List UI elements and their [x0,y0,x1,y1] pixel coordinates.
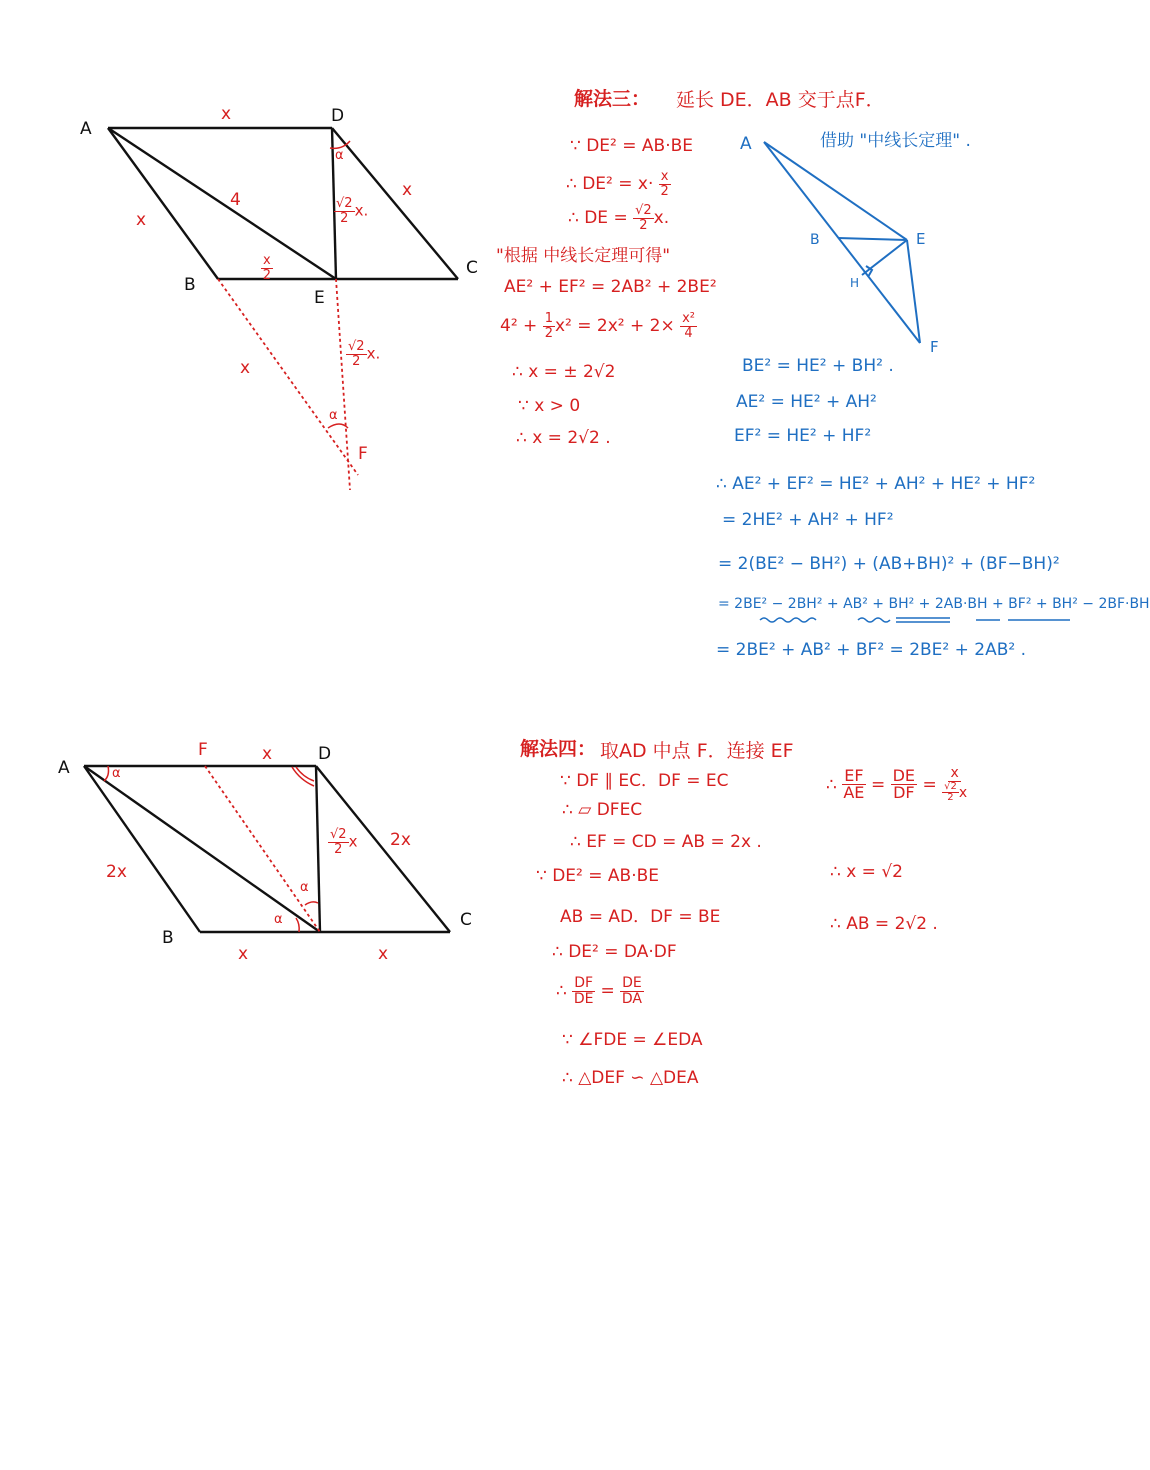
diagram1-point-d: D [331,106,345,126]
method3-line-6 [500,312,697,340]
diagram2-point-f: F [198,740,208,760]
method4-right-f2-num: DE [892,765,916,785]
diagram1-de-den: 2 [340,210,349,226]
diagram2-angle-arc-e [296,918,299,932]
diagram1-point-f: F [358,444,368,464]
method4-right-line-3: ∴ AB = 2√2 . [830,914,938,934]
method3-line-2-text: ∴ DE² = x· [566,174,654,195]
diagram1-alpha-bottom: α [329,408,338,423]
diagram1-point-b: B [184,275,196,295]
diagram2-de-var: x [348,832,358,851]
diagram2-alpha-de: α [300,880,309,895]
method4-line-6: ∴ DE² = DA·DF [552,942,677,962]
method3-frac-x24-num: x² [682,311,696,326]
diagram1-segment-ae [108,128,336,279]
diagram1-ext-ef [336,279,350,490]
method4-line-5: AB = AD．DF = BE [560,907,721,927]
helper-point-e: E [916,230,926,248]
method4-line-3: ∴ EF = CD = AB = 2x . [570,832,762,852]
method3-frac-x2-num: x [660,169,669,184]
diagram2-point-d: D [318,744,332,764]
method4-ratio-lead: ∴ [556,981,567,1002]
diagram1-ef-var: x. [366,344,381,363]
method3-line-8: ∵ x > 0 [518,396,581,416]
method4-ratio-eq: = [600,981,615,1002]
method3-line-3-tail: x. [653,208,670,229]
diagram1-de-var: x. [354,201,369,220]
helper-line-2: AE² = HE² + AH² [736,392,877,412]
diagram2-segment-ae [84,766,320,932]
method3-frac-s2-num: √2 [635,203,652,218]
helper-line-5: = 2HE² + AH² + HF² [722,510,894,530]
diagram1-label-dc: x [402,180,413,200]
method3-line-6-text: 4² + [500,316,538,337]
method3-frac-s2-den: 2 [639,217,648,233]
diagram1-point-a: A [80,119,92,139]
helper-segment-eh [862,240,907,275]
helper-edge-af [764,142,920,343]
helper-point-a: A [740,134,752,154]
diagram1-point-e: E [314,288,325,308]
helper-underline-wave-1 [760,618,816,622]
helper-line-8: = 2BE² + AB² + BF² = 2BE² + 2AB² . [716,640,1027,660]
method4-ratio-f1-num: DF [574,975,594,991]
diagram2-angle-arc-d2 [296,767,314,781]
diagram2-point-b: B [162,928,174,948]
diagram2-point-c: C [460,910,472,930]
diagram2-point-a: A [58,758,70,778]
method3-line-5: AE² + EF² = 2AB² + 2BE² [504,277,717,297]
diagram2-alpha-a: α [112,766,121,781]
method4-ratio-f1-den: DE [573,990,594,1007]
method4-right-eq2: = [922,774,937,795]
diagram1-label-bf: x [240,358,251,378]
helper-line-1: BE² = HE² + BH² . [742,356,894,376]
diagram2-de-den: 2 [334,841,343,857]
method4-right-f2-den: DF [893,783,915,803]
method4-line-7 [556,976,644,1006]
method4-line-2: ∴ ▱ DFEC [562,800,643,820]
diagram1-de-num: √2 [336,196,353,211]
diagram2-label-de [328,828,357,856]
method4-right-f3-den-var: x [958,784,968,801]
diagram2-segment-fe [205,766,320,932]
diagram2-label-be: x [238,944,249,964]
method3-line-9: ∴ x = 2√2 . [516,428,611,448]
diagram2-de-num: √2 [330,827,347,842]
method4-right-line-2: ∴ x = √2 [830,862,903,882]
diagram2-segment-de [316,766,320,932]
method3-frac-x24-den: 4 [684,325,693,341]
method3-line-6-mid: x² = 2x² + 2× [554,316,675,337]
diagram2-angle-arc-de [305,902,318,905]
method4-right-f3-den-den: 2 [947,792,954,804]
helper-line-6: = 2(BE² − BH²) + (AB+BH)² + (BF−BH)² [718,554,1060,574]
method3-subtitle: 延长 DE．AB 交于点F． [676,89,885,111]
method4-line-4: ∵ DE² = AB·BE [536,866,660,886]
diagram1-label-ae: 4 [230,190,241,210]
diagram1-ef-den: 2 [352,353,361,369]
helper-segment-be [838,238,907,240]
diagram2-alpha-e: α [274,912,283,927]
method3-line-3-text: ∴ DE = [568,208,628,229]
diagram1-point-c: C [466,258,478,278]
diagram1-be-num: x [263,253,271,268]
diagram2-edge-ab [84,766,200,932]
method3-frac-half-num: 1 [544,311,553,326]
helper-point-f: F [930,338,939,356]
diagram1-label-be [261,254,273,282]
method3-frac-x2-den: 2 [660,183,669,199]
diagram1-label-ad: x [221,104,232,124]
method4-right-ratio [826,766,967,804]
method4-right-eq1: = [870,774,886,795]
method4-line-8: ∵ ∠FDE = ∠EDA [562,1030,703,1050]
method3-line-1: ∵ DE² = AB·BE [570,136,694,156]
method4-subtitle: 取AD 中点 F．连接 EF [600,740,794,762]
diagram1-ef-num: √2 [348,339,365,354]
diagram2-label-ec: x [378,944,389,964]
helper-underline-wave-2 [858,618,890,622]
diagram1-ext-bf [218,279,361,475]
diagram1-be-den: 2 [262,267,271,283]
helper-point-h: H [850,276,860,290]
method4-ratio-f2-den: DA [621,990,643,1007]
diagram2-label-ab: 2x [106,862,127,882]
helper-title: 借助 "中线长定理" . [820,131,971,151]
method4-line-9: ∴ △DEF ∽ △DEA [562,1068,699,1088]
diagram1-alpha-top: α [335,148,344,163]
method4-right-f1-num: EF [844,765,864,785]
method4-right-f3-den [942,782,967,804]
diagram2-angle-arc-d1 [292,767,314,786]
diagram2-label-fd: x [262,744,273,764]
diagram1-label-ef [346,340,380,368]
method3-line-7: ∴ x = ± 2√2 [512,362,616,382]
diagram1-edge-ab [108,128,218,279]
method3-title: 解法三： [574,88,651,110]
method3-line-4: "根据 中线长定理可得" [496,246,671,266]
method3-frac-half-den: 2 [544,325,553,341]
diagram1-label-de [334,197,368,225]
helper-line-3: EF² = HE² + HF² [734,426,872,446]
diagram2-label-dc: 2x [390,830,411,850]
method4-right-lead: ∴ [826,774,837,795]
diagram1-label-ab: x [136,210,147,230]
method4-title: 解法四： [520,738,597,760]
method4-ratio-f2-num: DE [622,975,642,991]
method3-line-2 [566,170,671,198]
method4-right-f1-den: AE [843,783,865,803]
helper-point-b: B [810,232,820,248]
helper-edge-ae [764,142,907,240]
method4-line-1: ∵ DF ∥ EC．DF = EC [560,771,729,791]
method4-right-f3-num: x [950,765,959,781]
helper-line-4: ∴ AE² + EF² = HE² + AH² + HE² + HF² [716,474,1036,494]
helper-line-7: = 2BE² − 2BH² + AB² + BH² + 2AB·BH + BF² + BH² − 2BF·BH [718,596,1150,612]
method4-right-f3-den-num: √2 [944,780,957,792]
method3-line-3 [568,204,669,232]
diagram2-angle-arc-a [104,766,109,781]
